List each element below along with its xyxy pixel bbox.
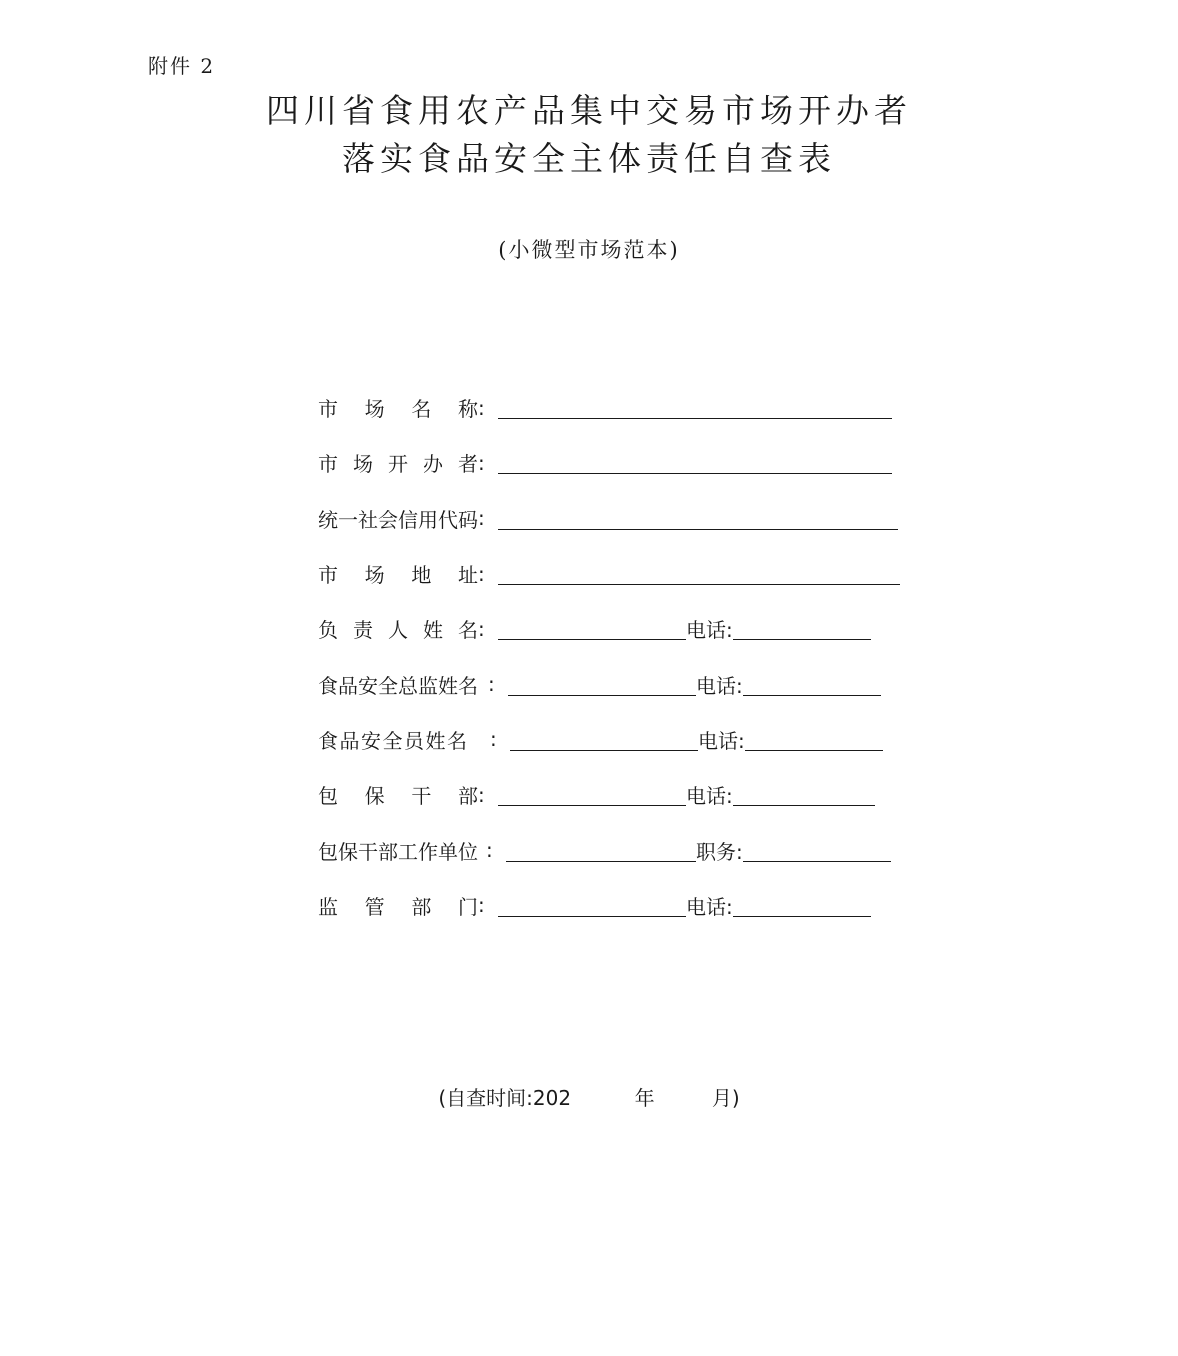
cadre-phone-field[interactable] (733, 783, 875, 806)
supervision-dept-phone-field[interactable] (733, 894, 871, 917)
market-name-field[interactable] (498, 396, 892, 419)
form-row-market-operator: 市 场 开 办 者 : (318, 435, 918, 490)
food-safety-officer-phone-field[interactable] (745, 728, 883, 751)
food-safety-director-phone-field[interactable] (743, 673, 881, 696)
form-row-person-in-charge: 负 责 人 姓 名 : 电话: (318, 601, 918, 656)
food-safety-officer-label: 食品安全员姓名 (318, 728, 469, 753)
market-address-label: 市 场 地 址 (318, 563, 478, 588)
person-in-charge-field[interactable] (498, 617, 686, 640)
form-row-credit-code: 统一社会信用代码 : (318, 491, 918, 546)
form-row-cadre-unit: 包保干部工作单位 : 职务: (318, 822, 918, 877)
food-safety-director-field[interactable] (508, 673, 696, 696)
position-label: 职务: (696, 839, 743, 864)
market-address-field[interactable] (498, 562, 900, 585)
document-title-line1: 四川省食用农产品集中交易市场开办者 (266, 91, 912, 130)
phone-label: 电话: (686, 618, 733, 643)
cadre-unit-field[interactable] (506, 839, 696, 862)
cadre-position-field[interactable] (743, 839, 891, 862)
attachment-label: 附件 2 (148, 54, 216, 78)
credit-code-field[interactable] (498, 507, 898, 530)
cadre-label: 包 保 干 部 (318, 784, 478, 809)
cadre-unit-label: 包保干部工作单位 (318, 839, 478, 864)
phone-label: 电话: (696, 673, 743, 698)
market-operator-label: 市 场 开 办 者 (318, 452, 478, 477)
form-row-market-address: 市 场 地 址 : (318, 546, 918, 601)
form-row-cadre: 包 保 干 部 : 电话: (318, 767, 918, 822)
supervision-dept-field[interactable] (498, 894, 686, 917)
form-row-food-safety-officer: 食品安全员姓名 : 电话: (318, 712, 918, 767)
credit-code-label: 统一社会信用代码 (318, 507, 478, 532)
info-form (318, 380, 918, 933)
phone-label: 电话: (686, 784, 733, 809)
form-row-market-name: 市 场 名 称 : (318, 380, 918, 435)
phone-label: 电话: (698, 728, 745, 753)
document-subtitle: (小微型市场范本) (498, 238, 680, 262)
market-name-label: 市 场 名 称 (318, 397, 478, 422)
person-in-charge-phone-field[interactable] (733, 617, 871, 640)
phone-label: 电话: (686, 894, 733, 919)
market-operator-field[interactable] (498, 451, 892, 474)
form-row-supervision-dept: 监 管 部 门 : 电话: (318, 878, 918, 933)
cadre-field[interactable] (498, 783, 686, 806)
food-safety-officer-field[interactable] (510, 728, 698, 751)
self-check-time: (自查时间:202 年 月) (438, 1086, 740, 1110)
form-row-food-safety-director: 食品安全总监姓名 : 电话: (318, 656, 918, 711)
supervision-dept-label: 监 管 部 门 (318, 894, 478, 919)
person-in-charge-label: 负 责 人 姓 名 (318, 618, 478, 643)
document-title-line2: 落实食品安全主体责任自查表 (342, 139, 836, 178)
food-safety-director-label: 食品安全总监姓名 (318, 673, 478, 698)
